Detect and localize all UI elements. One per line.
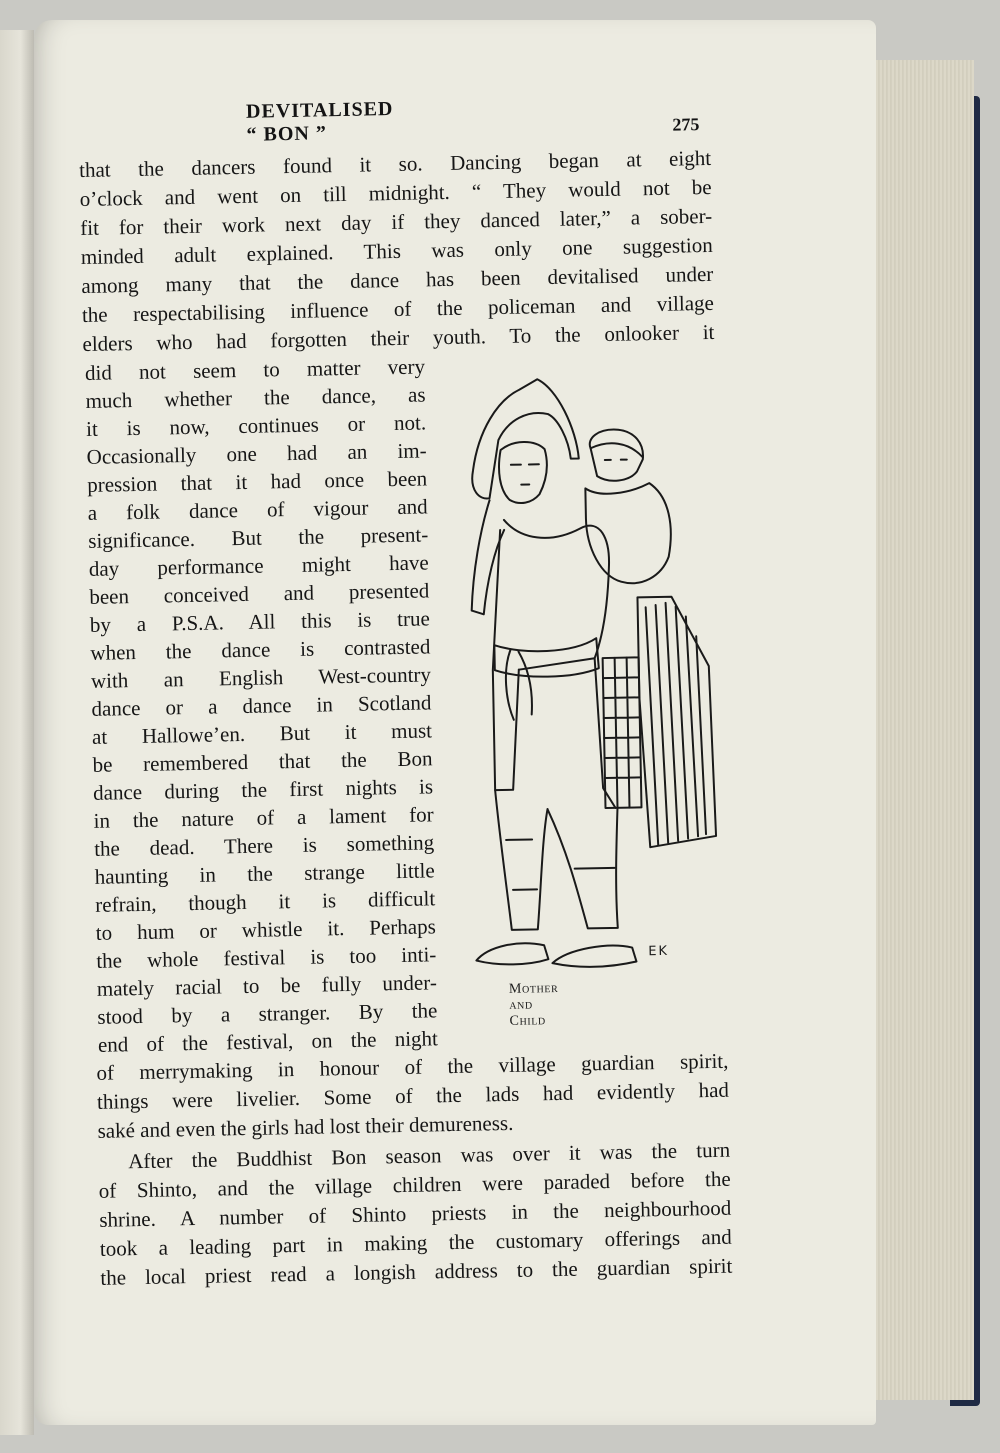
text-line: a folk dance of vigour and <box>87 494 428 525</box>
text-line: it is now, continues or not. <box>85 410 427 441</box>
text-line: elders who had forgotten their youth. To the onlooker it <box>82 319 715 356</box>
text-line: did not seem to matter very <box>84 354 426 385</box>
text-line: took a leading part in making the customary offerings and <box>99 1224 732 1261</box>
text-line: day performance might have <box>88 550 429 581</box>
text-line: in the nature of a lament for <box>93 802 434 833</box>
text-line: After the Buddhist Bon season was over it was the turn <box>127 1137 731 1174</box>
text-line: Occasionally one had an im- <box>86 438 427 469</box>
text-line: among many that the dance has been devitalised under <box>81 261 714 299</box>
text-line: minded adult explained. This was only one suggestion <box>80 232 713 270</box>
text-line: at Hallowe’en. But it must <box>91 718 433 749</box>
text-line: dance or a dance in Scotland <box>91 690 432 721</box>
text-line: of Shinto, and the village children were paraded before the <box>98 1166 731 1203</box>
text-line: saké and even the girls had lost their demureness. <box>97 1110 514 1143</box>
mother-and-child-illustration <box>457 366 731 983</box>
text-line: pression that it had once been <box>86 466 428 497</box>
text-line: o’clock and went on till midnight. “ They would not be <box>79 174 712 212</box>
text-line: with an English West-country <box>90 662 432 693</box>
text-line: the local priest read a longish address to the guardian spirit <box>100 1253 733 1290</box>
text-line: the dead. There is something <box>93 830 435 861</box>
illustration-caption: Mother and Child <box>508 980 559 1029</box>
page-number: 275 <box>672 114 700 135</box>
text-line: refrain, though it is difficult <box>95 886 436 917</box>
facing-page-edge <box>0 30 34 1435</box>
text-line: the respectabilising influence of the policeman and village <box>81 290 715 327</box>
text-line: that the dancers found it so. Dancing began at eight <box>78 145 712 183</box>
text-line: be remembered that the Bon <box>92 746 433 777</box>
text-line: mately racial to be fully under- <box>96 970 438 1001</box>
artist-signature: EK <box>648 943 670 960</box>
text-line: dance during the first nights is <box>92 774 434 805</box>
text-line: been conceived and presented <box>89 578 430 609</box>
text-line: shrine. A number of Shinto priests in the neighbourhood <box>99 1195 732 1232</box>
text-line: things were livelier. Some of the lads had evidently had <box>96 1077 730 1114</box>
text-line: by a P.S.A. All this is true <box>89 606 431 637</box>
text-line: when the dance is contrasted <box>90 634 431 665</box>
text-line: of merrymaking in honour of the village guardian spirit, <box>96 1048 729 1085</box>
text-line: fit for their work next day if they danced later,” a sober- <box>80 203 713 241</box>
text-line: the whole festival is too inti- <box>96 942 437 973</box>
running-title: DEVITALISED “ BON ” <box>245 97 394 146</box>
text-line: haunting in the strange little <box>94 858 435 889</box>
text-line: much whether the dance, as <box>85 382 426 413</box>
text-line: significance. But the present- <box>88 522 429 553</box>
text-line: stood by a stranger. By the <box>97 998 438 1029</box>
page-edges <box>876 60 974 1400</box>
text-line: to hum or whistle it. Perhaps <box>95 914 436 945</box>
text-line: end of the festival, on the night <box>97 1026 439 1057</box>
